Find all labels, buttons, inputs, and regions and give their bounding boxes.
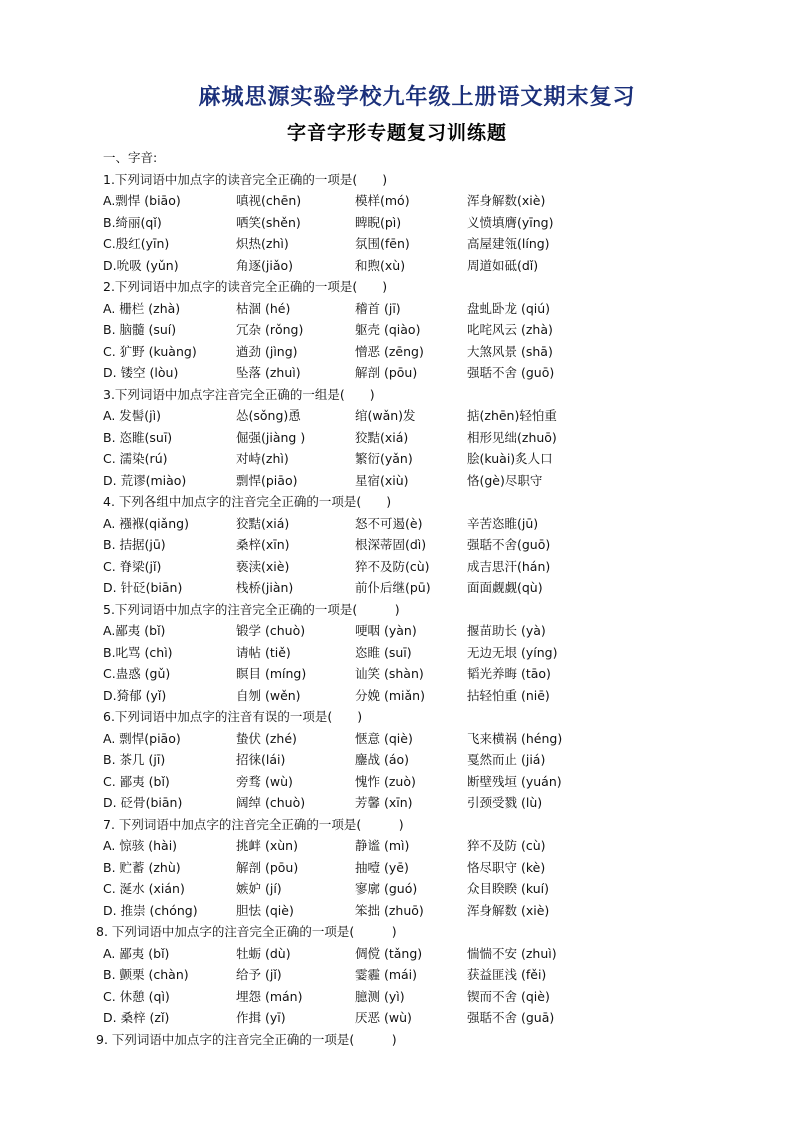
question-stem: 3.下列词语中加点字注音完全正确的一组是( ) [103, 386, 375, 402]
answer-option-row [0, 666, 794, 682]
document-subtitle: 字音字形专题复习训练题 [286, 122, 507, 144]
answer-option-row [0, 774, 794, 790]
option-term: 解剖 (pōu) [236, 859, 299, 875]
answer-option-row [0, 258, 794, 274]
option-term: 浑身解数 (xiè) [467, 902, 550, 918]
option-term: 躯壳 (qiào) [355, 322, 421, 337]
option-term: 芳馨 (xīn) [355, 795, 413, 810]
option-label-term: D. 荒谬(miào) [103, 472, 187, 488]
option-term: 氛围(fēn) [355, 236, 410, 251]
option-term: 牡蛎 (dù) [236, 945, 291, 961]
option-term: 稽首 (jī) [355, 300, 401, 316]
option-term: 戛然而止 (jiá) [467, 752, 546, 767]
option-label-term: A. 发髻(jì) [103, 408, 161, 423]
option-label-term: C. 濡染(rú) [103, 451, 168, 466]
option-term: 笨拙 (zhuō) [355, 902, 424, 918]
option-term: 霎霾 (mái) [355, 967, 418, 982]
option-label-term: C. 脊梁(jǐ) [103, 558, 162, 574]
option-term: 绾(wǎn)发 [355, 408, 416, 423]
option-term: 埋怨 (mán) [236, 988, 303, 1004]
answer-option-row [0, 580, 794, 596]
option-term: 拈轻怕重 (niē) [467, 687, 550, 703]
question-stem: 7. 下列词语中加点字的注音完全正确的一项是( ) [103, 816, 404, 832]
option-term: 前仆后继(pū) [355, 580, 431, 595]
answer-option-row [0, 365, 794, 381]
option-label-term: D.吮吸 (yǔn) [103, 257, 179, 273]
option-term: 无边无垠 (yíng) [467, 644, 558, 660]
answer-option-row [0, 473, 794, 489]
option-term: 强聒不舍 (guā) [467, 1010, 555, 1025]
option-term: 炽热(zhì) [236, 236, 289, 251]
option-term: 给予 (jǐ) [236, 967, 282, 982]
option-label-term: C.殷红(yīn) [103, 236, 170, 251]
option-term: 揠苗助长 (yà) [467, 623, 546, 638]
answer-option-row [0, 301, 794, 317]
option-term: 角逐(jiǎo) [236, 257, 294, 273]
question-stem: 5.下列词语中加点字的注音完全正确的一项是( ) [103, 601, 400, 617]
option-term: 瞑目 (míng) [236, 666, 307, 681]
answer-option-row [0, 1010, 794, 1026]
option-term: 鏖战 (áo) [355, 752, 410, 767]
section-heading: 一、字音: [103, 150, 158, 165]
answer-option-row [0, 688, 794, 704]
option-label-term: C. 涎水 (xián) [103, 881, 185, 896]
option-label-term: D. 桑梓 (zǐ) [103, 1010, 170, 1025]
option-term: 义愤填膺(yīng) [467, 214, 554, 230]
option-term: 掂(zhēn)轻怕重 [467, 408, 557, 423]
answer-option-row [0, 903, 794, 919]
option-label-term: B. 拮据(jū) [103, 537, 166, 552]
option-term: 作揖 (yī) [236, 1010, 286, 1025]
question-stem: 1.下列词语中加点字的读音完全正确的一项是( ) [103, 171, 388, 187]
option-term: 繁衍(yǎn) [355, 451, 413, 466]
option-label-term: D.猗郁 (yǐ) [103, 687, 167, 703]
option-term: 厌恶 (wù) [355, 1010, 412, 1025]
option-term: 蛰伏 (zhé) [236, 730, 297, 746]
answer-option-row [0, 344, 794, 360]
option-term: 引颈受戮 (lù) [467, 795, 543, 810]
option-label-term: B. 恣睢(suī) [103, 429, 173, 445]
option-term: 倜傥 (tǎng) [355, 945, 423, 961]
option-term: 根深蒂固(dì) [355, 537, 427, 552]
option-term: 胆怯 (qiè) [236, 902, 294, 918]
option-term: 抽噎 (yē) [355, 859, 409, 875]
answer-option-row [0, 838, 794, 854]
option-term: 遒劲 (jìng) [236, 343, 298, 359]
option-label-term: A.剽悍 (biāo) [103, 193, 181, 208]
option-term: 众目睽睽 (kuí) [467, 881, 549, 896]
option-term: 和煦(xù) [355, 257, 406, 273]
option-term: 盘虬卧龙 (qiú) [467, 300, 551, 316]
option-term: 狡黠(xiá) [236, 515, 290, 531]
answer-option-row [0, 451, 794, 467]
option-term: 静谧 (mì) [355, 838, 410, 853]
option-label-term: C. 鄙夷 (bǐ) [103, 773, 170, 789]
option-term: 猝不及防 (cù) [467, 838, 546, 853]
option-term: 脍(kuài)炙人口 [467, 451, 553, 466]
answer-option-row [0, 989, 794, 1005]
option-term: 怒不可遏(è) [355, 515, 423, 531]
option-term: 冗杂 (rǒng) [236, 322, 304, 337]
option-term: 自刎 (wěn) [236, 687, 301, 703]
option-label-term: C. 休憩 (qì) [103, 988, 170, 1004]
option-term: 模样(mó) [355, 193, 410, 208]
option-label-term: C.蛊惑 (gǔ) [103, 666, 171, 681]
option-label-term: D. 镂空 (lòu) [103, 365, 179, 380]
answer-option-row [0, 322, 794, 338]
option-label-term: B. 贮蓄 (zhù) [103, 859, 181, 875]
option-term: 憎恶 (zēng) [355, 343, 424, 359]
option-term: 睥睨(pì) [355, 214, 402, 230]
option-term: 亵渎(xiè) [236, 558, 290, 574]
option-label-term: A. 栅栏 (zhà) [103, 300, 181, 316]
answer-option-row [0, 645, 794, 661]
option-term: 成吉思汗(hán) [467, 558, 551, 574]
option-term: 旁骛 (wù) [236, 773, 293, 789]
option-label-term: A. 剽悍(piāo) [103, 730, 181, 746]
option-term: 强聒不舍(guō) [467, 537, 551, 552]
answer-option-row [0, 623, 794, 639]
option-term: 浑身解数(xiè) [467, 193, 546, 208]
option-term: 辛苦恣睢(jū) [467, 515, 539, 531]
option-label-term: A. 鄙夷 (bǐ) [103, 945, 170, 961]
answer-option-row [0, 215, 794, 231]
answer-option-row [0, 408, 794, 424]
option-label-term: B. 茶几 (jī) [103, 752, 166, 767]
option-term: 桑梓(xīn) [236, 537, 290, 552]
option-label-term: A. 襁褓(qiǎng) [103, 515, 189, 531]
option-label-term: B.叱骂 (chì) [103, 644, 173, 660]
option-term: 枯涸 (hé) [236, 300, 291, 316]
option-term: 高屋建瓴(líng) [467, 236, 550, 251]
answer-option-row [0, 559, 794, 575]
option-label-term: D. 针砭(biān) [103, 580, 183, 595]
answer-option-row [0, 537, 794, 553]
option-term: 锲而不舍 (qiè) [467, 988, 550, 1004]
option-term: 猝不及防(cù) [355, 558, 430, 574]
option-term: 获益匪浅 (fěi) [467, 967, 547, 982]
option-term: 解剖 (pōu) [355, 365, 418, 380]
option-term: 怂(sǒng)恿 [236, 408, 301, 423]
answer-option-row [0, 752, 794, 768]
answer-option-row [0, 236, 794, 252]
option-label-term: B.绮丽(qǐ) [103, 214, 162, 230]
option-term: 寥廓 (guó) [355, 881, 418, 896]
option-term: 嫉妒 (jí) [236, 881, 282, 896]
answer-option-row [0, 193, 794, 209]
option-label-term: B. 脑髓 (suí) [103, 322, 177, 337]
question-stem: 9. 下列词语中加点字的注音完全正确的一项是( ) [96, 1031, 397, 1047]
option-term: 飞来横祸 (héng) [467, 730, 563, 746]
option-term: 锻学 (chuò) [236, 623, 306, 638]
option-term: 栈桥(jiàn) [236, 580, 294, 595]
option-label-term: D. 推崇 (chóng) [103, 902, 198, 918]
option-term: 挑衅 (xùn) [236, 838, 298, 853]
option-label-term: B. 颤栗 (chàn) [103, 967, 189, 982]
option-term: 恪尽职守 (kè) [467, 859, 546, 875]
document-title: 麻城思源实验学校九年级上册语文期末复习 [198, 84, 636, 110]
option-term: 哽咽 (yàn) [355, 623, 417, 638]
option-label-term: A.鄙夷 (bǐ) [103, 623, 166, 638]
answer-option-row [0, 946, 794, 962]
option-term: 星宿(xiù) [355, 472, 409, 488]
option-term: 周道如砥(dǐ) [467, 257, 539, 273]
option-label-term: C. 犷野 (kuàng) [103, 343, 197, 359]
answer-option-row [0, 967, 794, 983]
option-term: 恣睢 (suī) [355, 644, 412, 660]
option-term: 大煞风景 (shā) [467, 343, 553, 359]
option-term: 韬光养晦 (tāo) [467, 666, 551, 681]
answer-option-row [0, 881, 794, 897]
option-term: 坠落 (zhuì) [236, 365, 301, 380]
option-term: 嗔视(chēn) [236, 193, 302, 208]
option-term: 讪笑 (shàn) [355, 666, 424, 681]
question-stem: 6.下列词语中加点字的注音有误的一项是( ) [103, 709, 363, 724]
option-term: 惬意 (qiè) [355, 730, 413, 746]
option-term: 狡黠(xiá) [355, 429, 409, 445]
option-term: 愧怍 (zuò) [355, 773, 416, 789]
answer-option-row [0, 860, 794, 876]
answer-option-row [0, 516, 794, 532]
option-term: 阔绰 (chuò) [236, 795, 306, 810]
option-term: 面面觑觑(qù) [467, 580, 543, 595]
option-term: 惴惴不安 (zhuì) [467, 945, 557, 961]
question-stem: 8. 下列词语中加点字的注音完全正确的一项是( ) [96, 924, 397, 939]
option-term: 请帖 (tiě) [236, 644, 291, 660]
option-term: 强聒不舍 (guō) [467, 365, 555, 380]
answer-option-row [0, 430, 794, 446]
question-stem: 2.下列词语中加点字的读音完全正确的一项是( ) [103, 279, 388, 294]
question-stem: 4. 下列各组中加点字的注音完全正确的一项是( ) [103, 494, 392, 509]
option-term: 恪(gè)尽职守 [467, 472, 543, 488]
answer-option-row [0, 795, 794, 811]
option-term: 叱咤风云 (zhà) [467, 322, 553, 337]
option-term: 断壁残垣 (yuán) [467, 773, 562, 789]
answer-option-row [0, 731, 794, 747]
option-term: 哂笑(shěn) [236, 214, 301, 230]
option-term: 臆测 (yì) [355, 988, 405, 1004]
option-label-term: A. 惊骇 (hài) [103, 838, 178, 853]
option-term: 分娩 (miǎn) [355, 687, 425, 703]
option-label-term: D. 砭骨(biān) [103, 795, 183, 810]
option-term: 对峙(zhì) [236, 451, 289, 466]
option-term: 剽悍(piāo) [236, 472, 298, 488]
option-term: 招徕(lái) [236, 752, 286, 767]
option-term: 相形见绌(zhuō) [467, 429, 557, 445]
option-term: 倔强(jiàng ) [236, 429, 306, 445]
